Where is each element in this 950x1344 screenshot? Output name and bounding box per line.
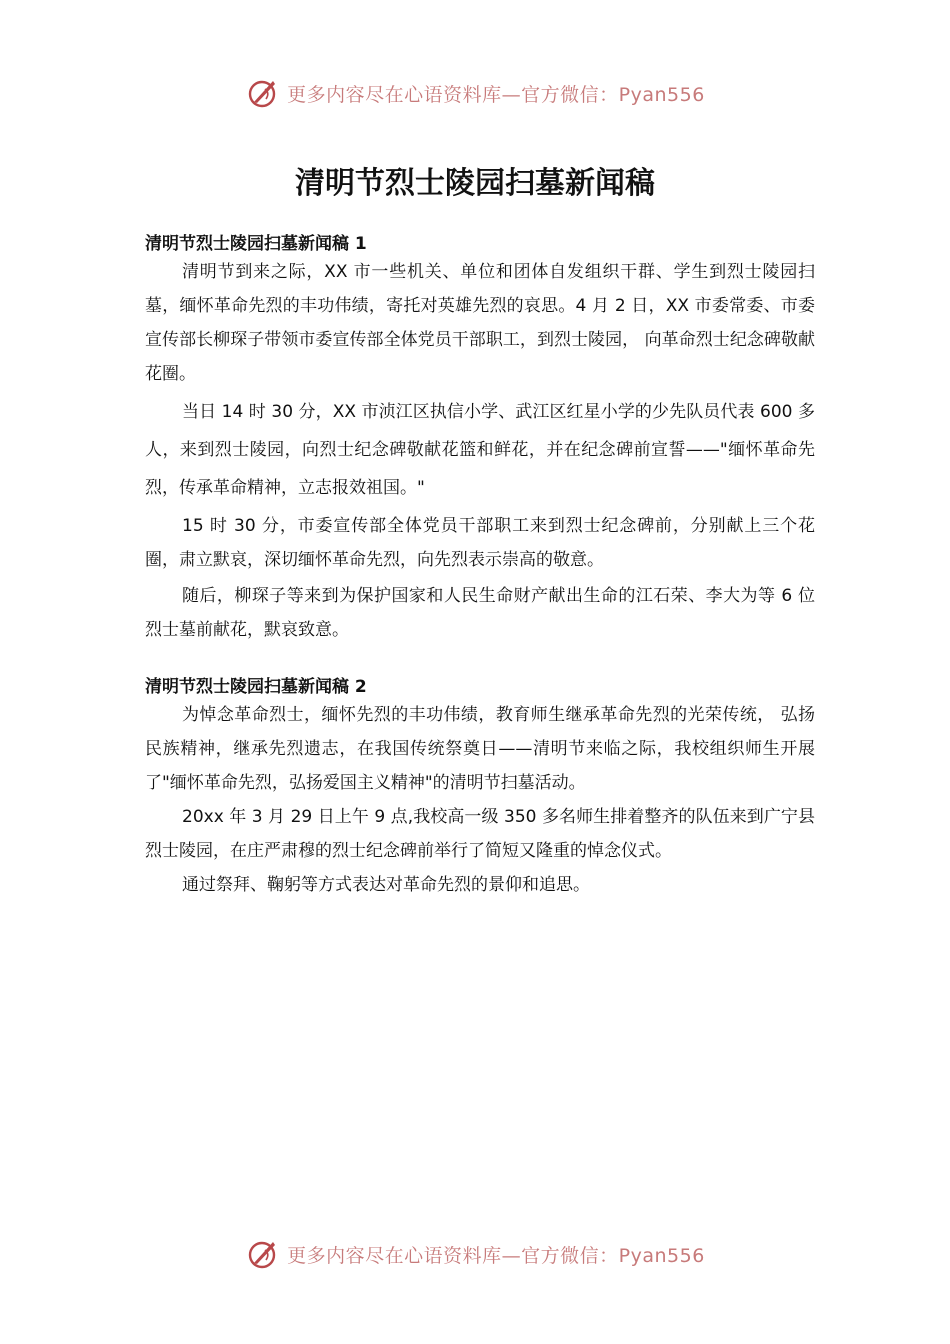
quill-seal-icon [245,75,281,111]
paragraph: 清明节到来之际，XX 市一些机关、单位和团体自发组织干群、学生到烈士陵园扫墓，缅怀革命先烈的丰功伟绩，寄托对英雄先烈的哀思。4 月 2 日，XX 市委常委、市委宣传部长柳琛子带领市委宣传部全体党员干部职工，到烈士陵园， 向革命烈士纪念碑敬献花圈。 [145,262,815,384]
paragraph: 随后，柳琛子等来到为保护国家和人民生命财产献出生命的江石荣、李大为等 6 位烈士墓前献花，默哀致意。 [145,586,815,640]
banner-text: 更多内容尽在心语资料库—官方微信：Pyan556 [287,83,705,106]
paragraph: 当日 14 时 30 分，XX 市浈江区执信小学、武江区红星小学的少先队员代表 600 多人，来到烈士陵园，向烈士纪念碑敬献花篮和鲜花，并在纪念碑前宣誓——"缅怀革命先烈，传承革命精神，立志报效祖国。" [145,402,815,498]
section-2 [145,676,815,902]
banner-text: 更多内容尽在心语资料库—官方微信：Pyan556 [287,1244,705,1267]
quill-seal-icon [245,1236,281,1272]
wechat-account: Pyan556 [618,83,705,106]
wechat-account: Pyan556 [618,1244,705,1267]
paragraph: 20xx 年 3 月 29 日上午 9 点,我校高一级 350 多名师生排着整齐的队伍来到广宁县烈士陵园，在庄严肃穆的烈士纪念碑前举行了简短又隆重的悼念仪式。 [145,807,815,861]
footer-banner [0,1234,950,1274]
paragraph: 15 时 30 分，市委宣传部全体党员干部职工来到烈士纪念碑前，分别献上三个花圈，肃立默哀，深切缅怀革命先烈，向先烈表示崇高的敬意。 [145,516,815,570]
section-heading: 清明节烈士陵园扫墓新闻稿 2 [145,677,367,697]
section-heading: 清明节烈士陵园扫墓新闻稿 1 [145,234,367,254]
page-title: 清明节烈士陵园扫墓新闻稿 [295,166,655,201]
header-banner [0,73,950,113]
paragraph: 为悼念革命烈士，缅怀先烈的丰功伟绩，教育师生继承革命先烈的光荣传统， 弘扬民族精神，继承先烈遗志，在我国传统祭奠日——清明节来临之际，我校组织师生开展了"缅怀革命先烈，弘扬爱国主义精神"的清明节扫墓活动。 [145,705,815,793]
section-1 [145,233,815,647]
paragraph: 通过祭拜、鞠躬等方式表达对革命先烈的景仰和追思。 [182,875,590,895]
